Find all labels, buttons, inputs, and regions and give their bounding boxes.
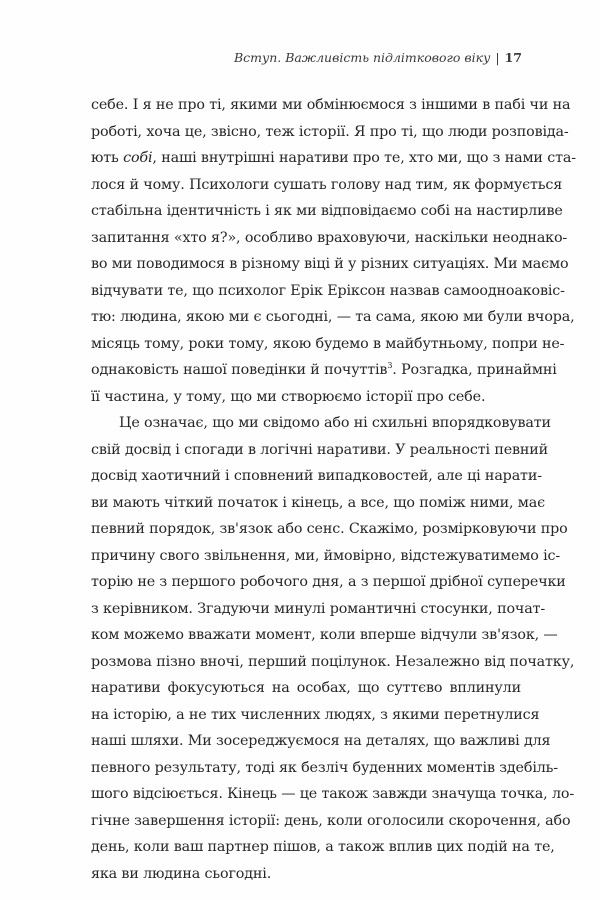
- page-number: 17: [504, 50, 522, 65]
- text-line: во ми поводимося в різному віці й у різних ситуаціях. Ми маємо: [91, 256, 569, 272]
- text-run: , наші внутрішні наративи про те, хто ми, що з нами ста-: [152, 150, 576, 166]
- text-line: запитання «хто я?», особливо враховуючи, наскільки неоднако-: [91, 229, 568, 246]
- text-line: певний порядок, зв'язок або сенс. Скажімо, розмірковуючи про: [91, 521, 568, 537]
- paragraph: [91, 410, 575, 887]
- body-text: [91, 92, 576, 887]
- text-run: ють: [91, 150, 124, 166]
- text-line: наративи фокусуються на особах, що суттєво вплинули: [91, 680, 521, 696]
- text-line: шого відсіюється. Кінець — це також завжди значуща точка, ло-: [91, 786, 575, 802]
- text-line: гічне завершення історії: день, коли оголосили скорочення, або: [91, 812, 571, 829]
- text-line: ком можемо вважати момент, коли вперше відчули зв'язок, —: [91, 627, 558, 643]
- text-line: Це означає, що ми свідомо або ні схильні впорядковувати: [119, 415, 551, 431]
- text-run: . Розгадка, принаймні: [392, 362, 557, 378]
- footnote-ref: 3: [387, 361, 393, 371]
- text-line: з керівником. Згадуючи минулі романтичні стосунки, почат-: [91, 600, 546, 617]
- text-line: яка ви людина сьогодні.: [91, 865, 272, 882]
- text-line: торію не з першого робочого дня, а з першої дрібної суперечки: [91, 574, 566, 590]
- running-head: [234, 50, 522, 65]
- text-line: досвід хаотичний і сповнений випадковостей, але ці нарати-: [91, 468, 542, 484]
- text-line: тю: людина, якою ми є сьогодні, — та сама, якою ми були вчора,: [91, 309, 575, 325]
- header-separator: |: [495, 50, 500, 65]
- text-line: певного результату, тоді як безліч буденних моментів здебіль-: [91, 759, 558, 776]
- text-line: розмова пізно вночі, перший поцілунок. Незалежно від початку,: [91, 653, 575, 670]
- text-line: стабільна ідентичність і як ми відповідаємо собі на настирливе: [91, 203, 563, 219]
- text-run: однаковість нашої поведінки й почуттів: [91, 362, 388, 378]
- text-line: [91, 145, 576, 172]
- text-line: на історію, а не тих численних людях, з якими перетнулися: [91, 706, 540, 723]
- text-line: день, коли ваш партнер пішов, а також вплив цих подій на те,: [91, 839, 555, 855]
- text-line: місяць тому, роки тому, якою будемо в майбутньому, попри не-: [91, 335, 565, 352]
- paragraph: [91, 92, 576, 410]
- text-line: свій досвід і спогади в логічні наративи. У реальності певний: [91, 441, 549, 458]
- text-line: роботі, хоча це, звісно, теж історії. Я про ті, що люди розповіда-: [91, 123, 569, 140]
- text-line: себе. І я не про ті, якими ми обмінюємося з іншими в пабі чи на: [91, 97, 571, 113]
- text-line: її частина, у тому, що ми створюємо історії про себе.: [91, 388, 486, 405]
- text-line: наші шляхи. Ми зосереджуємося на деталях, що важливі для: [91, 733, 551, 749]
- text-line: ви мають чіткий початок і кінець, а все, що поміж ними, має: [91, 494, 545, 511]
- text-line: відчувати те, що психолог Ерік Еріксон назвав самоодноаковіс-: [91, 282, 565, 299]
- emphasis: собі: [123, 150, 153, 166]
- text-line: лося й чому. Психологи сушать голову над тим, як формується: [91, 176, 563, 193]
- text-line: причину свого звільнення, ми, ймовірно, відстежуватимемо іс-: [91, 547, 561, 564]
- text-line: [91, 357, 557, 384]
- chapter-title: Вступ. Важливість підліткового віку: [233, 50, 491, 65]
